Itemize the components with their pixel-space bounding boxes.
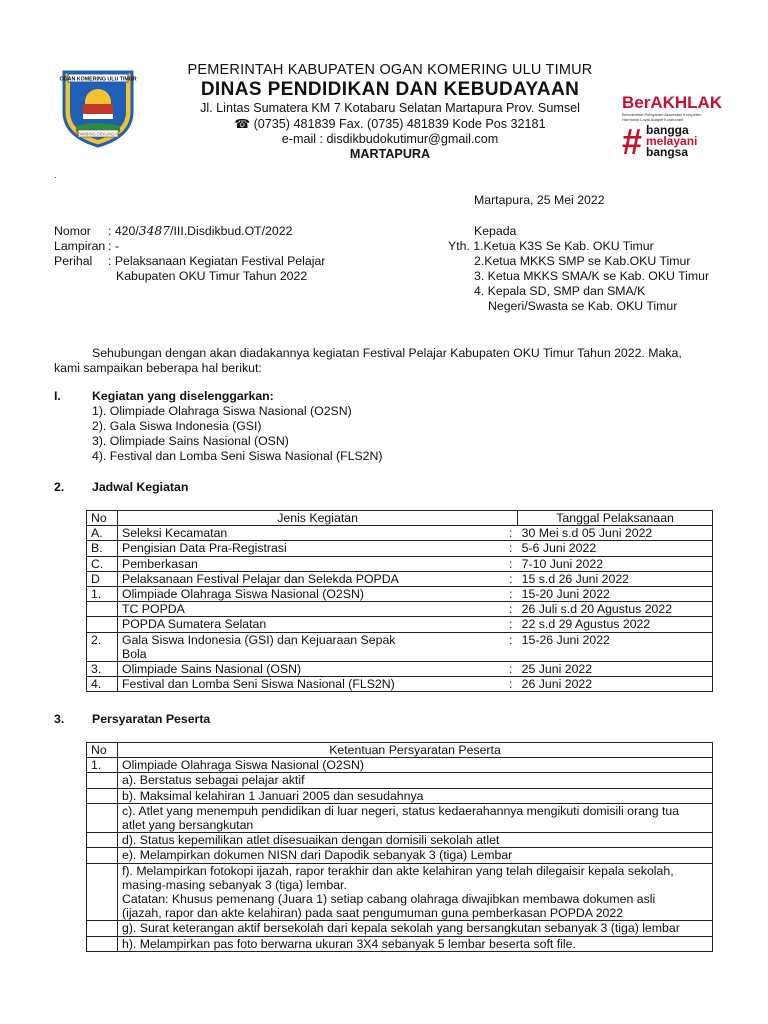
cell-no: 3.	[87, 662, 118, 677]
section-1-item: 3). Olimpiade Sains Nasional (OSN)	[92, 434, 289, 448]
cell-no: 1.	[87, 587, 118, 602]
header-agency: DINAS PENDIDIKAN DAN KEBUDAYAAN	[200, 79, 580, 100]
table-row	[87, 526, 713, 541]
table-row	[87, 632, 713, 661]
logo-caption: OGAN KOMERING ULU TIMUR	[59, 76, 137, 83]
cell-jenis: Olimpiade Olahraga Siswa Nasional (O2SN)	[118, 587, 504, 602]
cell-no	[87, 602, 118, 617]
table-row	[87, 556, 713, 571]
cell-tanggal: 15 s.d 26 Juni 2022	[518, 571, 713, 586]
table-header-row	[87, 743, 713, 758]
cell-tanggal: 5-6 Juni 2022	[518, 541, 713, 556]
nomor-value: : 420/3487/III.Disdikbud.OT/2022	[108, 224, 293, 238]
table-row	[87, 617, 713, 632]
table-row	[87, 773, 713, 788]
cell-tanggal: 15-26 Juni 2022	[518, 632, 713, 661]
intro-line-2: kami sampaikan beberapa hal berikut:	[54, 361, 262, 375]
header-government: PEMERINTAH KABUPATEN OGAN KOMERING ULU TIMUR	[187, 62, 593, 78]
perihal-line-2: Kabupaten OKU Timur Tahun 2022	[116, 269, 308, 283]
cell-jenis: Pelaksanaan Festival Pelajar dan Selekda POPDA	[118, 571, 504, 586]
perihal-line-1: : Pelaksanaan Kegiatan Festival Pelajar	[108, 254, 326, 268]
cell-no: D	[87, 571, 118, 586]
cell-no	[87, 788, 118, 803]
nomor-label: Nomor	[54, 224, 91, 238]
cell-colon: :	[504, 677, 518, 692]
berakhlak-subtitle-1: Berorientasi Pelayanan Akuntabel Kompeten	[622, 112, 702, 117]
recipient-1: Yth. 1.Ketua K3S Se Kab. OKU Timur	[448, 239, 654, 253]
cell-colon: :	[504, 571, 518, 586]
cell-ketentuan: h). Melampirkan pas foto berwarna ukuran 3X4 sebanyak 5 lembar beserta soft file.	[118, 936, 713, 951]
table-row	[87, 921, 713, 936]
table-row	[87, 677, 713, 692]
cell-tanggal: 15-20 Juni 2022	[518, 587, 713, 602]
cell-colon: :	[504, 602, 518, 617]
cell-no	[87, 617, 118, 632]
schedule-table	[86, 510, 713, 692]
cell-no	[87, 848, 118, 863]
cell-no: 1.	[87, 758, 118, 773]
section-1-item: 1). Olimpiade Olahraga Siswa Nasional (O2SN)	[92, 404, 352, 418]
section-1-item: 4). Festival dan Lomba Seni Siswa Nasional (FLS2N)	[92, 449, 383, 463]
cell-ketentuan: a). Berstatus sebagai pelajar aktif	[118, 773, 713, 788]
section-2-title: Jadwal Kegiatan	[92, 480, 189, 494]
logo-banner: SEBIMBING SEKUNDANG	[72, 131, 124, 137]
nomor-handwritten: 3487	[138, 224, 171, 238]
cell-jenis: Gala Siswa Indonesia (GSI) dan Kejuaraan Sepak Bola	[118, 632, 504, 661]
cell-jenis: POPDA Sumatera Selatan	[118, 617, 504, 632]
lampiran-value: : -	[108, 239, 119, 253]
cell-colon: :	[504, 587, 518, 602]
table-row	[87, 571, 713, 586]
section-1-title: Kegiatan yang diselenggarkan:	[92, 389, 274, 403]
berakhlak-title: BerAKHLAK	[622, 93, 723, 112]
cell-no: C.	[87, 556, 118, 571]
cell-colon: :	[504, 556, 518, 571]
cell-ketentuan: b). Maksimal kelahiran 1 Januari 2005 dan sesudahnya	[118, 788, 713, 803]
cell-no	[87, 833, 118, 848]
cell-no: B.	[87, 541, 118, 556]
table-row	[87, 833, 713, 848]
cell-jenis: Festival dan Lomba Seni Siswa Nasional (FLS2N)	[118, 677, 504, 692]
cell-tanggal: 30 Mei s.d 05 Juni 2022	[518, 526, 713, 541]
recipient-2: 2.Ketua MKKS SMP se Kab.OKU Timur	[474, 254, 691, 268]
cell-tanggal: 26 Juni 2022	[518, 677, 713, 692]
cell-colon: :	[504, 541, 518, 556]
header-email: e-mail : disdikbudokutimur@gmail.com	[281, 132, 499, 146]
table-row	[87, 602, 713, 617]
regency-logo	[58, 68, 138, 148]
hashtag-icon: #	[622, 121, 643, 160]
table-header-row	[87, 511, 713, 526]
table-header-tanggal: Tanggal Pelaksanaan	[518, 511, 713, 526]
section-3-title: Persyaratan Peserta	[92, 712, 211, 726]
cell-ketentuan: c). Atlet yang menempuh pendidikan di luar negeri, status kedaerahannya mengikuti domisili orang tua atlet yang bersangkutan	[118, 803, 713, 832]
cell-colon: :	[504, 617, 518, 632]
cell-jenis: Pengisian Data Pra-Registrasi	[118, 541, 504, 556]
cell-no	[87, 936, 118, 951]
perihal-label: Perihal	[54, 254, 93, 268]
cell-no	[87, 773, 118, 788]
cell-jenis: TC POPDA	[118, 602, 504, 617]
table-row	[87, 587, 713, 602]
cell-colon: :	[504, 662, 518, 677]
cell-ketentuan: Olimpiade Olahraga Siswa Nasional (O2SN)	[118, 758, 713, 773]
intro-line-1: Sehubungan dengan akan diadakannya kegiatan Festival Pelajar Kabupaten OKU Timur Tahun 2022. Maka,	[92, 346, 682, 360]
table-row	[87, 848, 713, 863]
cell-jenis: Pemberkasan	[118, 556, 504, 571]
table-row	[87, 863, 713, 921]
cell-tanggal: 22 s.d 29 Agustus 2022	[518, 617, 713, 632]
header-phone: ☎ (0735) 481839 Fax. (0735) 481839 Kode Pos 32181	[234, 117, 546, 131]
bangga-word-2: melayani	[646, 134, 698, 148]
stray-dot: .	[54, 170, 57, 180]
section-1-number: I.	[54, 389, 61, 403]
cell-no	[87, 803, 118, 832]
table-row	[87, 788, 713, 803]
table-row	[87, 541, 713, 556]
table-row	[87, 803, 713, 832]
cell-no: 2.	[87, 632, 118, 661]
header-city: MARTAPURA	[349, 147, 431, 161]
cell-colon: :	[504, 632, 518, 661]
table-row	[87, 758, 713, 773]
table-row	[87, 936, 713, 951]
cell-tanggal: 25 Juni 2022	[518, 662, 713, 677]
cell-no	[87, 863, 118, 921]
berakhlak-subtitle-2: Harmonis Loyal Adaptif Kolaboratif	[622, 117, 684, 122]
table-row	[87, 662, 713, 677]
recipient-4: 4. Kepala SD, SMP dan SMA/K	[474, 284, 646, 298]
table-header-jenis: Jenis Kegiatan	[118, 511, 518, 526]
cell-jenis: Seleksi Kecamatan	[118, 526, 504, 541]
section-1-item: 2). Gala Siswa Indonesia (GSI)	[92, 419, 262, 433]
cell-tanggal: 26 Juli s.d 20 Agustus 2022	[518, 602, 713, 617]
cell-no: 4.	[87, 677, 118, 692]
recipient-4-cont: Negeri/Swasta se Kab. OKU Timur	[488, 299, 678, 313]
cell-no: A.	[87, 526, 118, 541]
kepada-label: Kepada	[474, 224, 517, 238]
table-header-ketentuan: Ketentuan Persyaratan Peserta	[118, 743, 713, 758]
cell-colon: :	[504, 526, 518, 541]
berakhlak-logo	[620, 88, 738, 160]
section-3-number: 3.	[54, 712, 65, 726]
letter-date: Martapura, 25 Mei 2022	[474, 193, 605, 207]
cell-ketentuan: g). Surat keterangan aktif bersekolah dari kepala sekolah yang bersangkutan sebanyak 3 (tiga) lembar	[118, 921, 713, 936]
cell-ketentuan: f). Melampirkan fotokopi ijazah, rapor terakhir dan akte kelahiran yang telah dilegaisir kepala sekolah, masing-masing sebanyak 3 (tiga) lembar. Catatan: Khusus pemenang (Juara 1) setiap cabang olahraga diwajibkan membawa dokumen asli (ijazah, rapor dan akte kelahiran) pada saat pengumuman guna pemberkasan POPDA 2022	[118, 863, 713, 921]
cell-ketentuan: d). Status kepemilikan atlet disesuaikan dengan domisili sekolah atlet	[118, 833, 713, 848]
lampiran-label: Lampiran	[54, 239, 106, 253]
header-address: Jl. Lintas Sumatera KM 7 Kotabaru Selatan Martapura Prov. Sumsel	[200, 101, 580, 115]
cell-ketentuan: e). Melampirkan dokumen NISN dari Dapodik sebanyak 3 (tiga) Lembar	[118, 848, 713, 863]
requirements-table	[86, 742, 713, 952]
cell-no	[87, 921, 118, 936]
cell-jenis: Olimpiade Sains Nasional (OSN)	[118, 662, 504, 677]
bangga-word-3: bangsa	[646, 145, 689, 159]
bangga-word-1: bangga	[646, 123, 689, 137]
recipient-3: 3. Ketua MKKS SMA/K se Kab. OKU Timur	[474, 269, 710, 283]
table-header-no: No	[87, 743, 118, 758]
table-header-no: No	[87, 511, 118, 526]
section-2-number: 2.	[54, 480, 65, 494]
cell-tanggal: 7-10 Juni 2022	[518, 556, 713, 571]
